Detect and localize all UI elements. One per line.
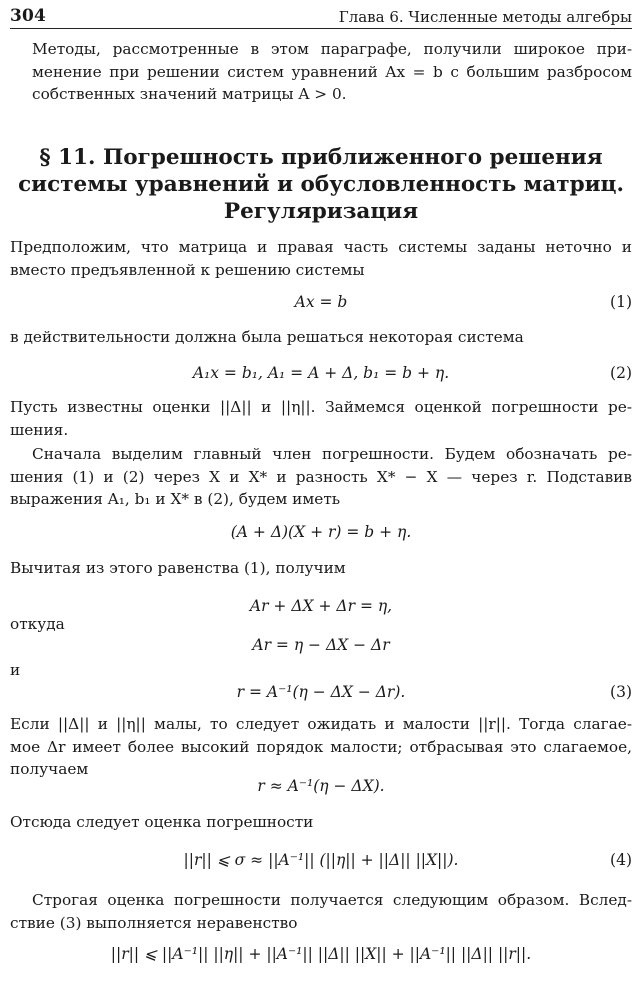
equation-1 <box>10 290 632 314</box>
equation-2 <box>10 361 632 385</box>
text-line: вместо предъявленной к решению системы <box>10 260 365 279</box>
paragraph-3 <box>10 396 632 441</box>
equation-approximation <box>10 774 632 798</box>
text-line: откуда <box>10 615 65 633</box>
equation-number: (2) <box>610 364 632 382</box>
text-line: в действительности должна была решаться некоторая система <box>10 328 524 346</box>
equation-body: Ar + ΔX + Δr = η, <box>249 597 393 615</box>
text-line: Строгая оценка погрешности получается следующим образом. Вслед- <box>32 891 632 909</box>
paragraph-2 <box>10 326 632 349</box>
section-heading <box>10 144 632 225</box>
equation-body: (A + Δ)(X + r) = b + η. <box>230 523 412 541</box>
text-line: ствие (3) выполняется неравенство <box>10 913 298 932</box>
equation-body: ||r|| ⩽ σ ≈ ||A⁻¹|| (||η|| + ||Δ|| ||X||). <box>183 851 459 869</box>
equation-number: (3) <box>610 683 632 701</box>
text-line: и <box>10 661 21 679</box>
paragraph-7 <box>10 659 632 682</box>
text-line: Предположим, что матрица и правая часть системы заданы неточно и <box>10 238 632 256</box>
section-heading-line: системы уравнений и обусловленность матриц. <box>18 172 624 197</box>
equation-ar <box>10 633 632 657</box>
text-line: шения (1) и (2) через X и X* и разность X* − X — через r. Подставив <box>10 467 632 486</box>
equation-body: r = A⁻¹(η − ΔX − Δr). <box>236 683 406 701</box>
paragraph-4 <box>10 443 632 511</box>
text-line: Пусть известны оценки ||Δ|| и ||η||. Займемся оценкой погрешности ре- <box>10 398 632 416</box>
equation-3 <box>10 680 632 704</box>
paragraph-10 <box>10 889 632 934</box>
text-line: выражения A₁, b₁ и X* в (2), будем иметь <box>10 490 341 508</box>
text-line: получаем <box>10 760 89 778</box>
section-heading-line: Регуляризация <box>223 199 419 224</box>
section-heading-line: § 11. Погрешность приближенного решения <box>39 145 603 170</box>
text-line: Методы, рассмотренные в этом параграфе, получили широкое при- <box>32 40 632 58</box>
equation-substitution <box>10 520 632 544</box>
text-line: менение при решении систем уравнений Ax = b с большим разбросом <box>32 62 632 81</box>
text-line: Вычитая из этого равенства (1), получим <box>10 559 346 577</box>
text-line: мое Δr имеет более высокий порядок малости; отбрасывая это слагаемое, <box>10 737 632 756</box>
equation-4 <box>10 848 632 872</box>
paragraph-5 <box>10 557 632 580</box>
equation-body: r ≈ A⁻¹(η − ΔX). <box>257 777 385 795</box>
equation-body: ||r|| ⩽ ||A⁻¹|| ||η|| + ||A⁻¹|| ||Δ|| ||X|| + ||A⁻¹|| ||Δ|| ||r||. <box>110 945 532 963</box>
running-header <box>10 2 632 29</box>
equation-number: (4) <box>610 851 632 869</box>
paragraph-9 <box>10 811 632 834</box>
text-line: Отсюда следует оценка погрешности <box>10 813 314 831</box>
equation-body: Ar = η − ΔX − Δr <box>252 636 390 654</box>
equation-body: A₁x = b₁, A₁ = A + Δ, b₁ = b + η. <box>192 364 450 382</box>
equation-final <box>10 942 632 966</box>
text-line: шения. <box>10 420 69 439</box>
text-line: собственных значений матрицы A > 0. <box>32 85 347 103</box>
text-line: Сначала выделим главный член погрешности. Будем обозначать ре- <box>32 445 632 463</box>
page-number: 304 <box>10 6 47 26</box>
chapter-title: Глава 6. Численные методы алгебры <box>338 8 632 26</box>
intro-paragraph <box>10 38 632 106</box>
equation-number: (1) <box>610 293 632 311</box>
paragraph-1 <box>10 236 632 281</box>
paragraph-8 <box>10 713 632 781</box>
text-line: Если ||Δ|| и ||η|| малы, то следует ожидать и малости ||r||. Тогда слагае- <box>10 715 632 733</box>
equation-body: Ax = b <box>294 293 348 311</box>
